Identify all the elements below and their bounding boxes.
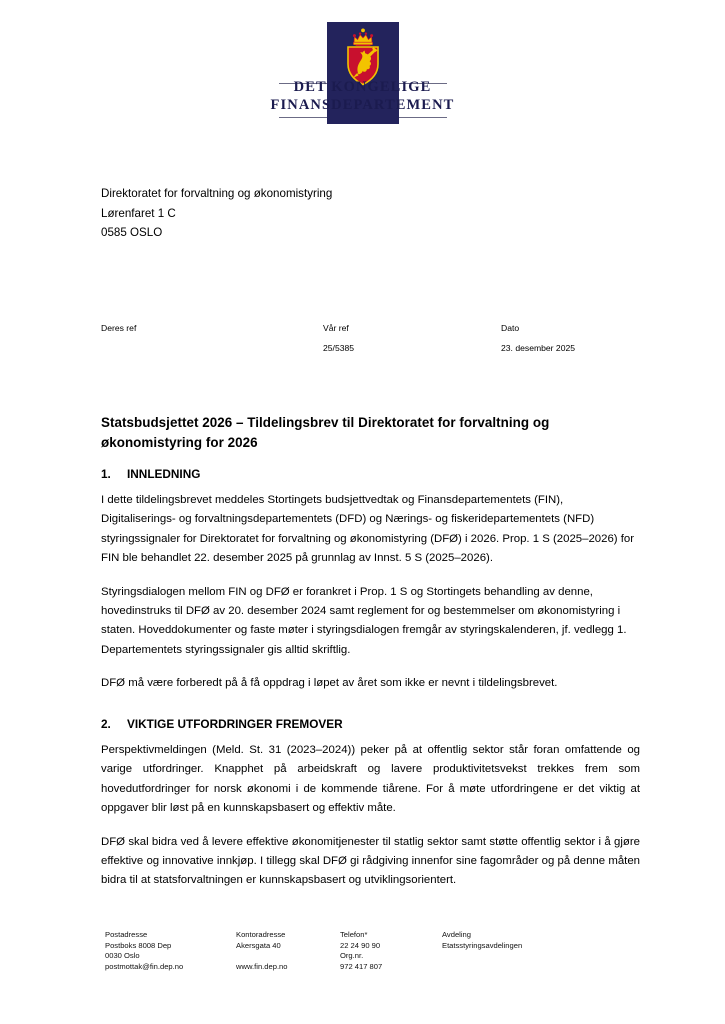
page-title: Statsbudsjettet 2026 – Tildelingsbrev til Direktoratet for forvaltning og økonomistyring for 2026 bbox=[101, 415, 550, 450]
footer-postadresse bbox=[105, 930, 235, 972]
footer-kontoradresse-spacer bbox=[236, 951, 341, 962]
section-viktige-utfordringer bbox=[101, 716, 640, 891]
footer-avdeling bbox=[442, 930, 632, 951]
section-1-heading bbox=[101, 466, 640, 482]
section-1-number: 1. bbox=[101, 467, 111, 481]
dato-column bbox=[501, 318, 575, 358]
footer-kontoradresse-label: Kontoradresse bbox=[236, 930, 286, 939]
deres-ref-label: Deres ref bbox=[101, 323, 137, 333]
dato-label: Dato bbox=[501, 323, 520, 333]
footer-kontoradresse bbox=[236, 930, 341, 972]
footer-postadresse-line-2: 0030 Oslo bbox=[105, 951, 140, 961]
footer-telefon bbox=[340, 930, 440, 972]
footer-postadresse-label: Postadresse bbox=[105, 930, 148, 939]
letterhead bbox=[0, 22, 725, 132]
section-2-paragraph-1: Perspektivmeldingen (Meld. St. 31 (2023–2024)) peker på at offentlig sektor står foran omfattende og varige utfordringer. Knapphet på arbeidskraft og lavere produktivitetsvekst trekkes frem som hovedutfordringer for norsk økonomi i de kommende tiårene. For å møte utfordringene er det viktig at oppgaver blir løst på en kunnskapsbasert og effektiv måte. bbox=[101, 744, 640, 815]
section-2-title: VIKTIGE UTFORDRINGER FREMOVER bbox=[127, 717, 343, 731]
footer-website[interactable]: www.fin.dep.no bbox=[236, 961, 288, 971]
deres-ref-column bbox=[101, 318, 136, 338]
section-1-paragraph-3: DFØ må være forberedt på å få oppdrag i løpet av året som ikke er nevnt i tildelingsbrevet. bbox=[101, 677, 558, 690]
section-1-title: INNLEDNING bbox=[127, 467, 201, 481]
section-1-paragraph-1: I dette tildelingsbrevet meddeles Stortingets budsjettvedtak og Finansdepartementets (FIN), Digitaliserings- og forvaltningsdepartementets (DFD) og Nærings- og fiskeridepartementets (NFD) styringssignaler for Direktoratet for forvaltning og økonomistyring (DFØ) i 2026. Prop. 1 S (2025–2026) for FIN ble behandlet 22. desember 2025 på grunnlag av Innst. 5 S (2025–2026). bbox=[101, 494, 635, 565]
footer-telefon-label: Telefon* bbox=[340, 930, 368, 939]
ministry-name-line-2: FINANSDEPARTEMENT bbox=[270, 96, 455, 113]
footer-orgnr-label: Org.nr. bbox=[340, 951, 364, 961]
recipient-line-street: Lørenfaret 1 C bbox=[101, 206, 176, 220]
footer-telefon-number: 22 24 90 90 bbox=[340, 940, 381, 950]
section-innledning bbox=[101, 466, 640, 694]
footer-kontoradresse-line-1: Akersgata 40 bbox=[236, 940, 281, 950]
ministry-name bbox=[257, 79, 469, 114]
footer-avdeling-name: Etatsstyringsavdelingen bbox=[442, 940, 523, 950]
var-ref-label: Vår ref bbox=[323, 323, 349, 333]
footer-orgnr-value: 972 417 807 bbox=[340, 961, 383, 971]
dato-value: 23. desember 2025 bbox=[501, 343, 576, 353]
footer-avdeling-label: Avdeling bbox=[442, 930, 471, 939]
section-2-paragraph-2: DFØ skal bidra ved å levere effektive økonomitjenester til statlig sektor samt støtte offentlig sektor i å gjøre effektive og innovative innkjøp. I tillegg skal DFØ gi rådgiving innenfor sine fagområder og på denne måten bidra til at statsforvaltningen er kunnskapsbasert og utviklingsorientert. bbox=[101, 835, 640, 887]
var-ref-value: 25/5385 bbox=[323, 343, 355, 353]
ministry-logo bbox=[257, 22, 469, 127]
section-2-number: 2. bbox=[101, 717, 111, 731]
section-1-paragraph-2: Styringsdialogen mellom FIN og DFØ er forankret i Prop. 1 S og Stortingets behandling av denne, hovedinstruks til DFØ av 20. desember 2024 samt reglement for og bestemmelser om økonomistyring i staten. Hoveddokumenter og faste møter i styringsdialogen fremgår av styringskalenderen, jf. vedlegg 1. Departementets styringssignaler gis alltid skriftlig. bbox=[101, 585, 627, 656]
footer-email[interactable]: postmottak@fin.dep.no bbox=[105, 961, 184, 971]
recipient-address bbox=[101, 184, 521, 243]
recipient-line-postal: 0585 OSLO bbox=[101, 226, 163, 239]
ministry-name-line-1: DET KONGELIGE bbox=[293, 79, 432, 95]
recipient-line-organisation: Direktoratet for forvaltning og økonomistyring bbox=[101, 187, 333, 200]
footer-postadresse-line-1: Postboks 8008 Dep bbox=[105, 940, 172, 950]
var-ref-column bbox=[323, 318, 354, 358]
section-2-heading bbox=[101, 716, 640, 732]
